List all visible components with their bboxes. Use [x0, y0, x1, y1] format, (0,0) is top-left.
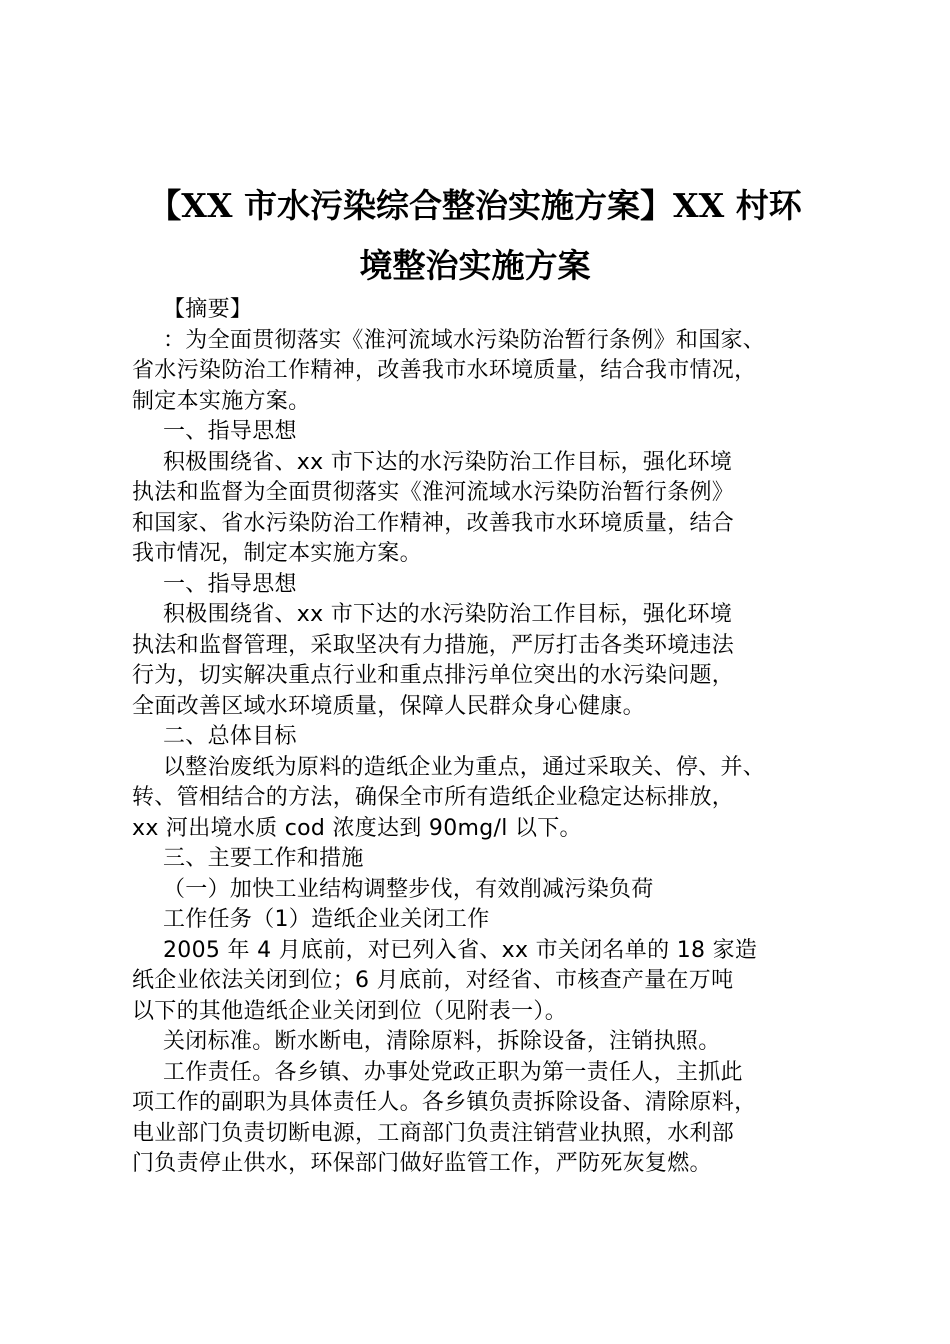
body-line: 和国家、省水污染防治工作精神，改善我市水环境质量，结合	[132, 510, 735, 536]
body-line: ：为全面贯彻落实《淮河流域水污染防治暂行条例》和国家、	[163, 327, 766, 353]
body-line: 项工作的副职为具体责任人。各乡镇负责拆除设备、清除原料，	[132, 1090, 757, 1115]
body-line: （一）加快工业结构调整步伐，有效削减污染负荷	[163, 876, 654, 902]
body-line: 我市情况，制定本实施方案。	[132, 541, 422, 566]
body-line: 转、管相结合的方法，确保全市所有造纸企业稳定达标排放，	[132, 785, 735, 810]
body-line: 工作责任。各乡镇、办事处党政正职为第一责任人，主抓此	[163, 1059, 743, 1085]
document-title-line-1: 【XX 市水污染综合整治实施方案】XX 村环	[148, 186, 802, 225]
body-line: 纸企业依法关闭到位；6 月底前，对经省、市核查产量在万吨	[132, 968, 734, 993]
body-line: 积极围绕省、xx 市下达的水污染防治工作目标，强化环境	[163, 602, 733, 627]
body-line: 积极围绕省、xx 市下达的水污染防治工作目标，强化环境	[163, 449, 733, 475]
document-title-line-2: 境整治实施方案	[359, 246, 591, 285]
body-line: 以整治废纸为原料的造纸企业为重点，通过采取关、停、并、	[163, 754, 766, 780]
body-line: 电业部门负责切断电源，工商部门负责注销营业执照，水利部	[132, 1120, 735, 1146]
body-line: 门负责停止供水，环保部门做好监管工作，严防死灰复燃。	[132, 1151, 712, 1176]
body-line: 执法和监督管理，采取坚决有力措施，严厉打击各类环境违法	[132, 632, 735, 658]
body-line: 二、总体目标	[163, 724, 297, 749]
document-body	[132, 295, 852, 1180]
body-line: 【摘要】	[163, 297, 253, 322]
body-line: xx 河出境水质 cod 浓度达到 90mg/l 以下。	[132, 815, 582, 841]
body-line: 省水污染防治工作精神，改善我市水环境质量，结合我市情况，	[132, 358, 757, 383]
body-line: 一、指导思想	[163, 571, 297, 597]
body-line: 行为，切实解决重点行业和重点排污单位突出的水污染问题，	[132, 663, 735, 688]
body-line: 以下的其他造纸企业关闭到位（见附表一）。	[132, 998, 568, 1024]
body-line: 制定本实施方案。	[132, 388, 311, 414]
body-line: 执法和监督为全面贯彻落实《淮河流域水污染防治暂行条例》	[132, 480, 735, 505]
body-line: 2005 年 4 月底前，对已列入省、xx 市关闭名单的 18 家造	[163, 937, 758, 963]
body-line: 三、主要工作和措施	[163, 846, 364, 871]
body-line: 一、指导思想	[163, 419, 297, 444]
body-line: 全面改善区域水环境质量，保障人民群众身心健康。	[132, 693, 645, 719]
body-line: 工作任务（1）造纸企业关闭工作	[163, 907, 490, 932]
body-line: 关闭标准。断水断电，清除原料，拆除设备，注销执照。	[163, 1029, 721, 1054]
